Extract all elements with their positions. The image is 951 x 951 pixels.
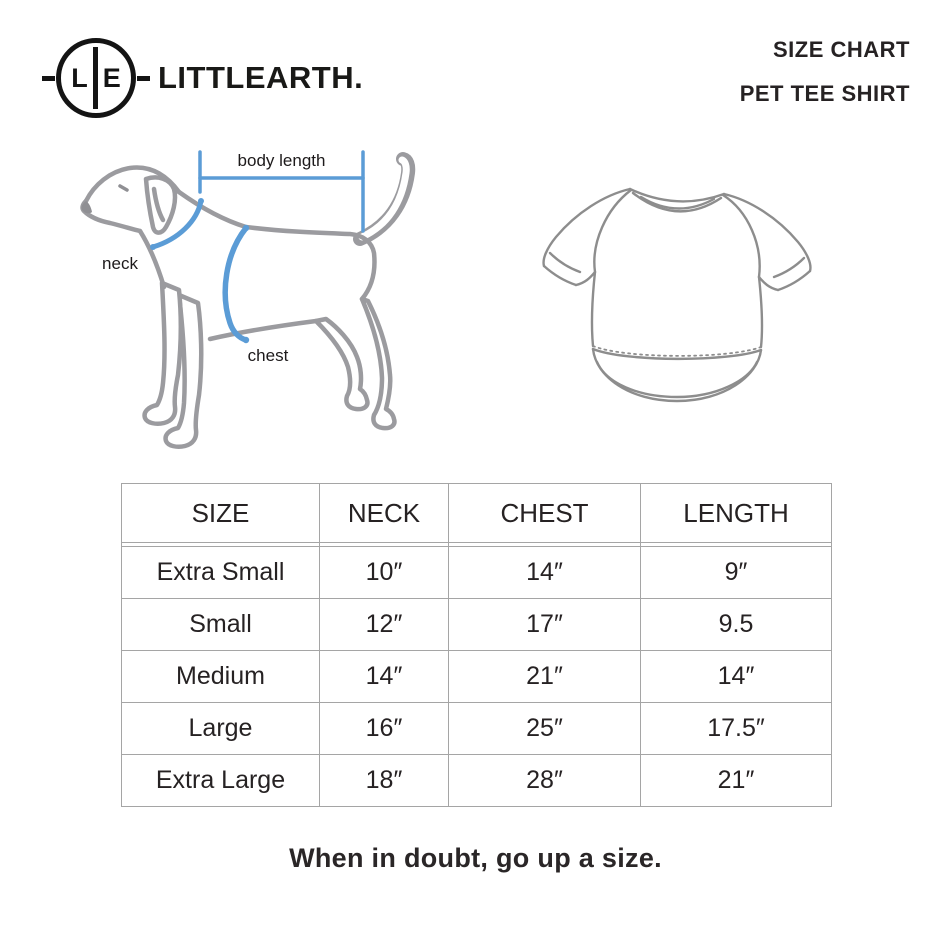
dog-tail-inner xyxy=(362,160,406,237)
col-header-neck: NECK xyxy=(320,484,449,543)
shirt-right-cuff-seam xyxy=(774,258,804,277)
cell-length: 21″ xyxy=(641,755,832,807)
chest-measure-band xyxy=(225,228,246,340)
shirt-left-armpit xyxy=(576,272,595,285)
cell-size: Extra Large xyxy=(122,755,320,807)
neck-label: neck xyxy=(102,254,138,273)
cell-neck: 12″ xyxy=(320,599,449,651)
shirt-right-seam xyxy=(723,195,760,277)
table-row xyxy=(122,703,832,755)
dog-outline xyxy=(83,159,409,447)
cell-size: Large xyxy=(122,703,320,755)
cell-neck: 10″ xyxy=(320,547,449,599)
shirt-left-seam xyxy=(594,190,631,272)
table-row xyxy=(122,755,832,807)
page-title xyxy=(740,28,910,116)
logo-divider-bar xyxy=(93,47,98,109)
logo-letter-l: L xyxy=(71,62,88,93)
dog-back xyxy=(179,192,375,299)
cell-length: 14″ xyxy=(641,651,832,703)
size-table xyxy=(121,483,831,807)
shirt-right-side xyxy=(759,277,762,347)
title-size-chart: SIZE CHART xyxy=(773,37,910,62)
sizing-advice-note: When in doubt, go up a size. xyxy=(289,843,662,873)
logo-circle-icon xyxy=(56,38,136,118)
dog-belly xyxy=(210,321,316,339)
dog-eye xyxy=(120,186,127,190)
shirt-right-armpit xyxy=(759,277,778,290)
dog-measurement-diagram xyxy=(60,135,460,470)
dog-near-front-leg xyxy=(145,283,181,424)
dog-muzzle xyxy=(83,201,140,231)
dog-ear xyxy=(146,177,175,232)
dog-near-hind-leg xyxy=(316,319,367,409)
col-header-size: SIZE xyxy=(122,484,320,543)
neck-band-knot xyxy=(198,198,204,204)
cell-length: 17.5″ xyxy=(641,703,832,755)
cell-neck: 18″ xyxy=(320,755,449,807)
cell-chest: 21″ xyxy=(449,651,641,703)
col-header-length: LENGTH xyxy=(641,484,832,543)
cell-chest: 25″ xyxy=(449,703,641,755)
chest-band-knot xyxy=(243,225,249,231)
cell-length: 9.5 xyxy=(641,599,832,651)
tee-shirt-illustration xyxy=(530,165,840,420)
chest-band-knot xyxy=(243,337,249,343)
body-length-label: body length xyxy=(237,151,326,170)
brand-name: LITTLEARTH. xyxy=(158,60,364,95)
cell-chest: 28″ xyxy=(449,755,641,807)
cell-size: Extra Small xyxy=(122,547,320,599)
dog-far-hind-leg xyxy=(362,299,394,428)
logo-right-tick-icon xyxy=(137,76,150,81)
shirt-hem-edge xyxy=(593,349,761,359)
cell-size: Small xyxy=(122,599,320,651)
logo-letter-e: E xyxy=(102,62,121,93)
neck-band-knot xyxy=(150,244,156,250)
table-row xyxy=(122,651,832,703)
table-header-row xyxy=(122,484,832,543)
col-header-chest: CHEST xyxy=(449,484,641,543)
shirt-left-cuff-seam xyxy=(550,253,580,272)
cell-neck: 14″ xyxy=(320,651,449,703)
logo-left-tick-icon xyxy=(42,76,55,81)
shirt-left-sleeve xyxy=(544,189,630,266)
chest-label: chest xyxy=(247,346,289,365)
table-row xyxy=(122,599,832,651)
shirt-hem-bowl-outer xyxy=(593,349,761,401)
table-row xyxy=(122,547,832,599)
cell-length: 9″ xyxy=(641,547,832,599)
title-pet-tee-shirt: PET TEE SHIRT xyxy=(739,81,910,106)
cell-chest: 17″ xyxy=(449,599,641,651)
cell-chest: 14″ xyxy=(449,547,641,599)
cell-size: Medium xyxy=(122,651,320,703)
shirt-left-side xyxy=(592,272,595,346)
cell-neck: 16″ xyxy=(320,703,449,755)
shirt-hem-bowl-inner xyxy=(597,362,757,397)
